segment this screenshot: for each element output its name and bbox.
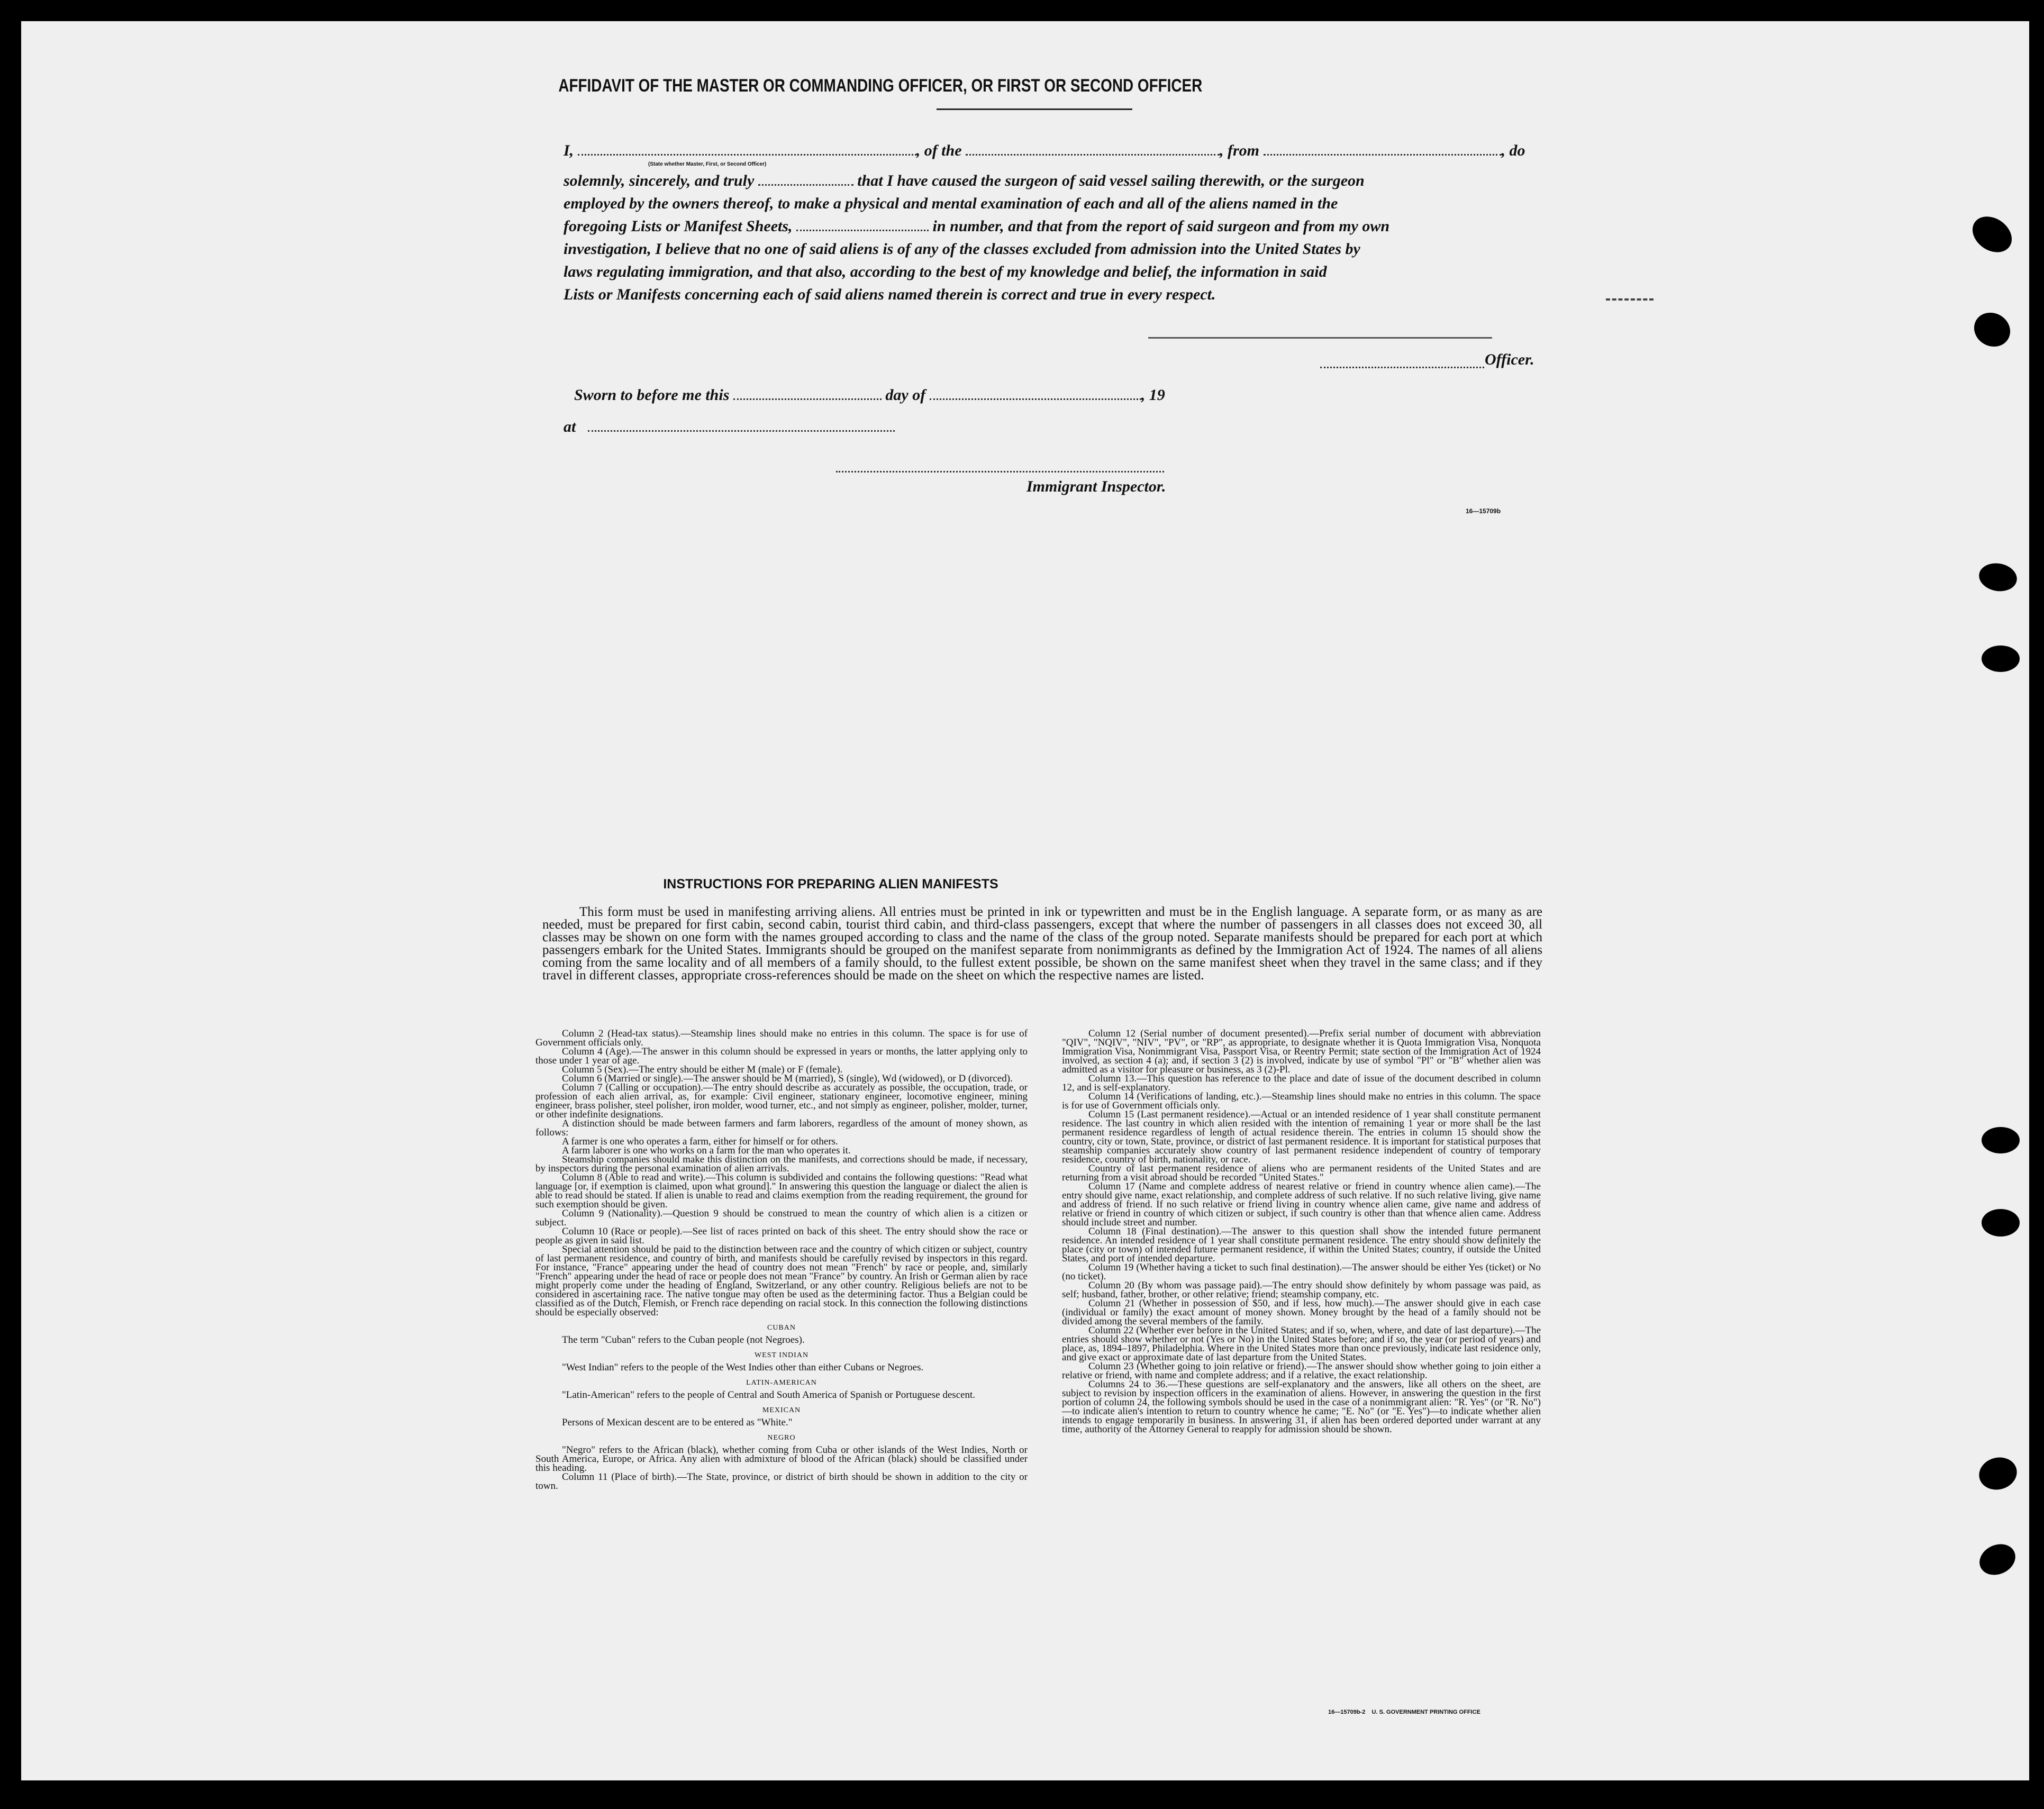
right-para: Column 23 (Whether going to join relative or friend).—The answer should show whether going to join either a relative or friend, with name and complete address; and if a relative, the exact relationship. bbox=[1062, 1361, 1541, 1381]
left-para: A distinction should be made between farmers and farm laborers, regardless of the amount of money shown, as follows: bbox=[535, 1118, 1028, 1138]
left-para: Column 4 (Age).—The answer in this column should be expressed in years or months, the latter applying only to those under 1 year of age. bbox=[535, 1046, 1028, 1066]
label-from: , from bbox=[1220, 142, 1260, 159]
right-para: Column 21 (Whether in possession of $50, and if less, how much).—The answer should give in each case (individual or family) the exact amount of money shown. Money brought by the head of a family should not be divided among the several members of the family. bbox=[1062, 1298, 1541, 1327]
at-label: at bbox=[564, 418, 576, 435]
printing-office-footer: 16—15709b-2 U. S. GOVERNMENT PRINTING OFFICE bbox=[1328, 1709, 1480, 1715]
affidavit-form-number: 16—15709b bbox=[1466, 507, 1501, 515]
affidavit-line-6: laws regulating immigration, and that also, according to the best of my knowledge and belief, the information in said bbox=[564, 263, 1327, 280]
left-para: Special attention should be paid to the distinction between race and the country of which citizen or subject, country of last permanent residence, and country of birth, and manifests should be carefully revised by inspectors in this regard. For instance, "France" appearing under the head of country does not mean "French" by race or people, and, similarly "French" appearing under the head of race or people does not mean "France" by country. An Irish or German alien by race might properly come under the heading of England, Switzerland, or any other country. Religious beliefs are not to be considered in ascertaining race. The native tongue may often be used as the determining factor. Thus a Belgian could be classified as of the Dutch, Flemish, or French race depending on racial stock. In this connection the following distinctions should be especially observed: bbox=[535, 1244, 1028, 1318]
right-para: Column 17 (Name and complete address of nearest relative or friend in country whence alien came).—The entry should give name, exact relationship, and complete address of such relative. If no such relative living, give name and address of friend. If no such relative or friend living in country whence alien came, give name and address of relative or friend in country of which citizen or subject, if such country is other than that whence alien came. Address should include street and number. bbox=[1062, 1181, 1541, 1228]
binder-hole bbox=[1982, 646, 2020, 672]
race-text-cuban: The term "Cuban" refers to the Cuban people (not Negroes). bbox=[562, 1334, 805, 1346]
left-para: A farm laborer is one who works on a farm for the man who operates it. bbox=[562, 1145, 851, 1156]
affidavit-line-5: investigation, I believe that no one of said aliens is of any of the classes excluded from admission into the United States by bbox=[564, 240, 1360, 258]
left-para: Column 8 (Able to read and write).—This column is subdivided and contains the following questions: "Read what language [or, if exemption is claimed, upon what ground]." In answering this question the language or dialect the alien is able to read should be stated. If alien is unable to read and claims exemption from the reading requirement, the ground for such exemption should be given. bbox=[535, 1172, 1028, 1210]
at-place-blank[interactable] bbox=[588, 430, 895, 432]
race-heading-cuban: CUBAN bbox=[767, 1324, 796, 1332]
left-para: Steamship companies should make this distinction on the manifests, and corrections should be made, if necessary, by inspectors during the personal examination of alien arrivals. bbox=[535, 1154, 1028, 1174]
left-para: Column 10 (Race or people).—See list of races printed on back of this sheet. The entry should show the race or people as given in said list. bbox=[535, 1226, 1028, 1246]
officer-signature-line[interactable] bbox=[1148, 337, 1492, 339]
oath-blank[interactable] bbox=[758, 184, 853, 186]
affidavit-line-7: Lists or Manifests concerning each of said aliens named therein is correct and true in every respect. bbox=[564, 286, 1216, 303]
race-heading-latin-american: LATIN-AMERICAN bbox=[746, 1379, 817, 1387]
left-para-final: Column 11 (Place of birth).—The State, province, or district of birth should be shown in addition to the city or town. bbox=[535, 1471, 1028, 1492]
race-heading-mexican: MEXICAN bbox=[762, 1406, 801, 1414]
left-para: Column 6 (Married or single).—The answer should be M (married), S (single), Wd (widowed), or D (divorced). bbox=[562, 1073, 1013, 1084]
right-para: Columns 24 to 36.—These questions are self-explanatory and the answers, like all others on the sheet, are subject to revision by inspection officers in the examination of aliens. However, in answering the question in the first portion of column 24, the following symbols should be used in the case of a nonimmigrant alien: "R. Yes" (or "R. No")—to indicate alien's intention to return to country whence he came; "E. No" (or "E. Yes")—to indicate whether alien intends to engage temporarily in business. In answering 31, if alien has been ordered deported under warrant at any time, authority of the Attorney General to reapply for admission should be shown. bbox=[1062, 1379, 1541, 1435]
affidavit-line-3: employed by the owners thereof, to make a physical and mental examination of each and all of the aliens named in the bbox=[564, 195, 1338, 212]
left-para: A farmer is one who operates a farm, either for himself or for others. bbox=[562, 1136, 838, 1147]
race-heading-negro: NEGRO bbox=[767, 1434, 796, 1442]
rank-small-note: (State whether Master, First, or Second Officer) bbox=[648, 161, 767, 167]
inspector-label: Immigrant Inspector. bbox=[1026, 478, 1166, 495]
line-2-a: solemnly, sincerely, and truly bbox=[564, 172, 755, 189]
label-of-the: , of the bbox=[916, 142, 962, 159]
left-para: Column 9 (Nationality).—Question 9 should be construed to mean the country of which alien is a citizen or subject. bbox=[535, 1208, 1028, 1228]
right-para: Column 13.—This question has reference to the place and date of issue of the document described in column 12, and is self-explanatory. bbox=[1062, 1073, 1541, 1093]
stray-dashes bbox=[1606, 298, 1654, 301]
vessel-name-blank[interactable] bbox=[966, 153, 1220, 156]
affidavit-title: AFFIDAVIT OF THE MASTER OR COMMANDING OFFICER, OR FIRST OR SECOND OFFICER bbox=[558, 76, 1203, 96]
label-i: I, bbox=[564, 142, 574, 159]
inspector-signature-line[interactable] bbox=[836, 471, 1164, 472]
binder-hole bbox=[1975, 1539, 2021, 1580]
binder-hole bbox=[1975, 1453, 2020, 1494]
left-para: Column 2 (Head-tax status).—Steamship lines should make no entries in this column. The space is for use of Government officials only. bbox=[535, 1028, 1028, 1048]
race-text-negro: "Negro" refers to the African (black), whether coming from Cuba or other islands of the West Indies, North or South America, Europe, or Africa. Any alien with admixture of blood of the African (black) should be classified under this heading. bbox=[535, 1444, 1028, 1474]
sworn-day-blank[interactable] bbox=[733, 398, 882, 400]
officer-signature-dotted[interactable] bbox=[1320, 367, 1484, 368]
race-text-latin-american: "Latin-American" refers to the people of Central and South America of Spanish or Portuguese descent. bbox=[562, 1389, 976, 1401]
right-column bbox=[1062, 1029, 1541, 1434]
left-para: Column 5 (Sex).—The entry should be either M (male) or F (female). bbox=[562, 1064, 843, 1075]
affidavit-line-4 bbox=[564, 217, 1389, 235]
right-para: Column 22 (Whether ever before in the United States; and if so, when, where, and date of last departure).—The entries should show whether or not (Yes or No) in the United States before; and if so, the year (or period of years) and place, as, 1894–1897, Philadelphia. Where in the United States more than once previously, indicate last residence only, and give exact or approximate date of last departure from the United States. bbox=[1062, 1325, 1541, 1363]
title-rule bbox=[937, 108, 1132, 110]
line-4-b: in number, and that from the report of said surgeon and from my own bbox=[932, 217, 1390, 235]
line-2-b: that I have caused the surgeon of said vessel sailing therewith, or the surgeon bbox=[857, 172, 1365, 189]
binder-hole bbox=[1966, 209, 2019, 259]
binder-hole bbox=[1982, 1127, 2020, 1153]
instructions-title: INSTRUCTIONS FOR PREPARING ALIEN MANIFESTS bbox=[663, 877, 998, 892]
left-column bbox=[535, 1029, 1028, 1490]
affidavit-line-1 bbox=[564, 142, 1525, 160]
sworn-c: , 19 bbox=[1141, 386, 1165, 404]
right-para: Country of last permanent residence of aliens who are permanent residents of the United States and are returning from a visit abroad should be recorded "United States." bbox=[1062, 1163, 1541, 1183]
sworn-a: Sworn to before me this bbox=[574, 386, 730, 404]
sworn-month-blank[interactable] bbox=[930, 398, 1141, 400]
left-para: Column 7 (Calling or occupation).—The entry should describe as accurately as possible, the occupation, trade, or profession of each alien arrival, as, for example: Civil engineer, stationary engineer, locomotive engineer, mining engineer, brass polisher, steel polisher, iron molder, wood turner, etc., and not simply as engineer, polisher, molder, turner, or other indefinite designations. bbox=[535, 1082, 1028, 1120]
binder-hole bbox=[1968, 306, 2016, 353]
manifest-sheet bbox=[21, 21, 2029, 1780]
officer-rank-blank[interactable] bbox=[578, 153, 916, 156]
race-text-mexican: Persons of Mexican descent are to be entered as "White." bbox=[562, 1417, 793, 1428]
sworn-b: day of bbox=[885, 386, 926, 404]
right-para: Column 12 (Serial number of document presented).—Prefix serial number of document with abbreviation "QIV", "NQIV", "NIV", "PV", or "RP", as appropriate, to designate whether it is Quota Immigration Visa, Nonquota Immigration Visa, Nonimmigrant Visa, Passport Visa, or Reentry Permit; state section of the Immigration Act of 1924 involved, as section 4 (a); and, if section 3 (2) is involved, indicate by use of symbol "Pl" or "B" whether alien was admitted as a visitor for pleasure or business, as 3 (2)-Pl. bbox=[1062, 1028, 1541, 1075]
sheet-count-blank[interactable] bbox=[796, 229, 929, 231]
officer-label: Officer. bbox=[1485, 351, 1534, 368]
right-para: Column 14 (Verifications of landing, etc.).—Steamship lines should make no entries in this column. The space is for use of Government officials only. bbox=[1062, 1091, 1541, 1111]
port-from-blank[interactable] bbox=[1264, 153, 1502, 156]
right-para: Column 19 (Whether having a ticket to such final destination).—The answer should be either Yes (ticket) or No (no ticket). bbox=[1062, 1262, 1541, 1282]
race-text-west-indian: "West Indian" refers to the people of the West Indies other than either Cubans or Negroes. bbox=[562, 1362, 924, 1373]
sworn-line bbox=[574, 386, 1165, 404]
at-line bbox=[564, 418, 895, 436]
label-do: , do bbox=[1501, 142, 1525, 159]
right-para: Column 18 (Final destination).—The answer to this question shall show the intended future permanent residence. An intended residence of 1 year shall constitute permanent residence. The entry should show definitely the place (city or town) of intended future permanent residence, if within the United States; country, if outside the United States, and port of intended departure. bbox=[1062, 1226, 1541, 1264]
instructions-intro: This form must be used in manifesting arriving aliens. All entries must be printed in ink or typewritten and must be in the English language. A separate form, or as many as are needed, must be prepared for first cabin, second cabin, tourist third cabin, and third-class passengers, except that where the number of passengers in all classes does not exceed 30, all classes may be shown on one form with the names grouped according to class and the name of the class of the group noted. Separate manifests should be prepared for each port at which passengers embark for the United States. Immigrants should be grouped on the manifest separate from nonimmigrants as defined by the Immigration Act of 1924. The names of all aliens coming from the same locality and of all members of a family should, to the fullest extent possible, be shown on the same manifest sheet when they travel in the same class; and if they travel in different classes, appropriate cross-references should be made on the sheet on which the respective names are listed. bbox=[542, 905, 1542, 983]
line-4-a: foregoing Lists or Manifest Sheets, bbox=[564, 217, 793, 235]
race-heading-west-indian: WEST INDIAN bbox=[754, 1351, 809, 1359]
right-para: Column 20 (By whom was passage paid).—The entry should show definitely by whom passage was paid, as self; husband, father, brother, or other relative; friend; steamship company, etc. bbox=[1062, 1280, 1541, 1300]
binder-hole bbox=[1982, 1209, 2020, 1237]
binder-hole bbox=[1977, 560, 2019, 594]
right-para: Column 15 (Last permanent residence).—Actual or an intended residence of 1 year shall constitute permanent residence. The last country in which alien resided with the intention of remaining 1 year or more shall be the last permanent residence regardless of length of actual residence therein. The entries in column 15 should show the country, city or town, State, province, or district of last permanent residence. It is important for statistical purposes that steamship companies accurately show country of last permanent residence independent of country of temporary residence, country of birth, nationality, or race. bbox=[1062, 1109, 1541, 1165]
affidavit-line-2 bbox=[564, 172, 1365, 190]
